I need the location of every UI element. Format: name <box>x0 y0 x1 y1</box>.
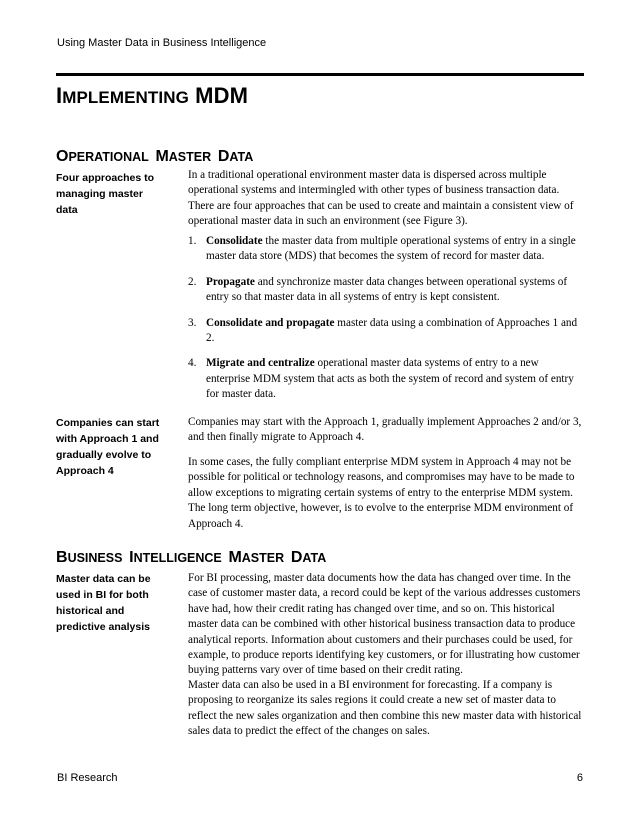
paragraph-companies-start: Companies may start with the Approach 1, gradually implement Approaches 2 and/or 3, and then finally migrate to Approach 4. <box>188 416 582 444</box>
section-heading-bi-master-data: BUSINESS INTELLIGENCE MASTER DATA <box>56 549 327 566</box>
list-item: 3. Consolidate and propagate master data using a combination of Approaches 1 and 2. <box>188 316 578 345</box>
paragraph-bi-processing: For BI processing, master data documents how the data has changed over time. In the case of customer master data, a record could be kept of the various addresses customers have had, how their credit rating has changed over time, and so on. This historical master data can be combined with other historical business transaction data to produce analytical reports. Information about customers and their purchases could be used, for example, to produce reports identifying key customers, or for illustrating how customer buying patterns vary over of time based on their credit rating. <box>188 572 581 677</box>
paragraph-forecasting: Master data can also be used in a BI environment for forecasting. If a company is proposing to reorganize its sales regions it could create a new set of master data to reflect the new sales organization and then combine this new master data with historical sales data to predict the effect of the changes on sales. <box>188 679 582 738</box>
list-item: 4. Migrate and centralize operational master data systems of entry to a new enterprise MDM system that acts as both the system of record and system of entry for master data. <box>188 357 574 401</box>
approach-list <box>188 234 584 413</box>
list-item: 1. Consolidate the master data from multiple operational systems of entry in a single master data store (MDS) that becomes the system of record for master data. <box>188 235 576 263</box>
section-heading-operational-master-data: OPERATIONAL MASTER DATA <box>56 148 254 165</box>
chapter-title: IMPLEMENTING MDM <box>56 83 248 108</box>
paragraph-compromises: In some cases, the fully compliant enterprise MDM system in Approach 4 may not be possible for political or technology reasons, and compromises may have to be made to allow exceptions to migrating certain systems of entry to the enterprise MDM system. The long term objective, however, is to evolve to the enterprise MDM environment of Approach 4. <box>188 456 575 530</box>
footer-publisher: BI Research <box>57 772 118 784</box>
page-number: 6 <box>576 772 583 784</box>
list-item: 2. Propagate and synchronize master data changes between operational systems of entry so that master data in all systems of entry is kept consistent. <box>188 275 568 304</box>
sidebar-note-four-approaches: Four approaches to managing master data <box>56 172 155 216</box>
paragraph-intro: In a traditional operational environment master data is dispersed across multiple operational systems and intermingled with other types of business transaction data. There are four approaches that can be used to create and maintain a consistent view of operational master data in such an environment (see Figure 3). <box>188 169 574 228</box>
title-rule <box>56 73 584 76</box>
sidebar-note-master-data-bi: Master data can be used in BI for both historical and predictive analysis <box>56 573 151 633</box>
running-header: Using Master Data in Business Intelligence <box>57 37 267 49</box>
sidebar-note-companies-start: Companies can start with Approach 1 and gradually evolve to Approach 4 <box>56 417 160 477</box>
